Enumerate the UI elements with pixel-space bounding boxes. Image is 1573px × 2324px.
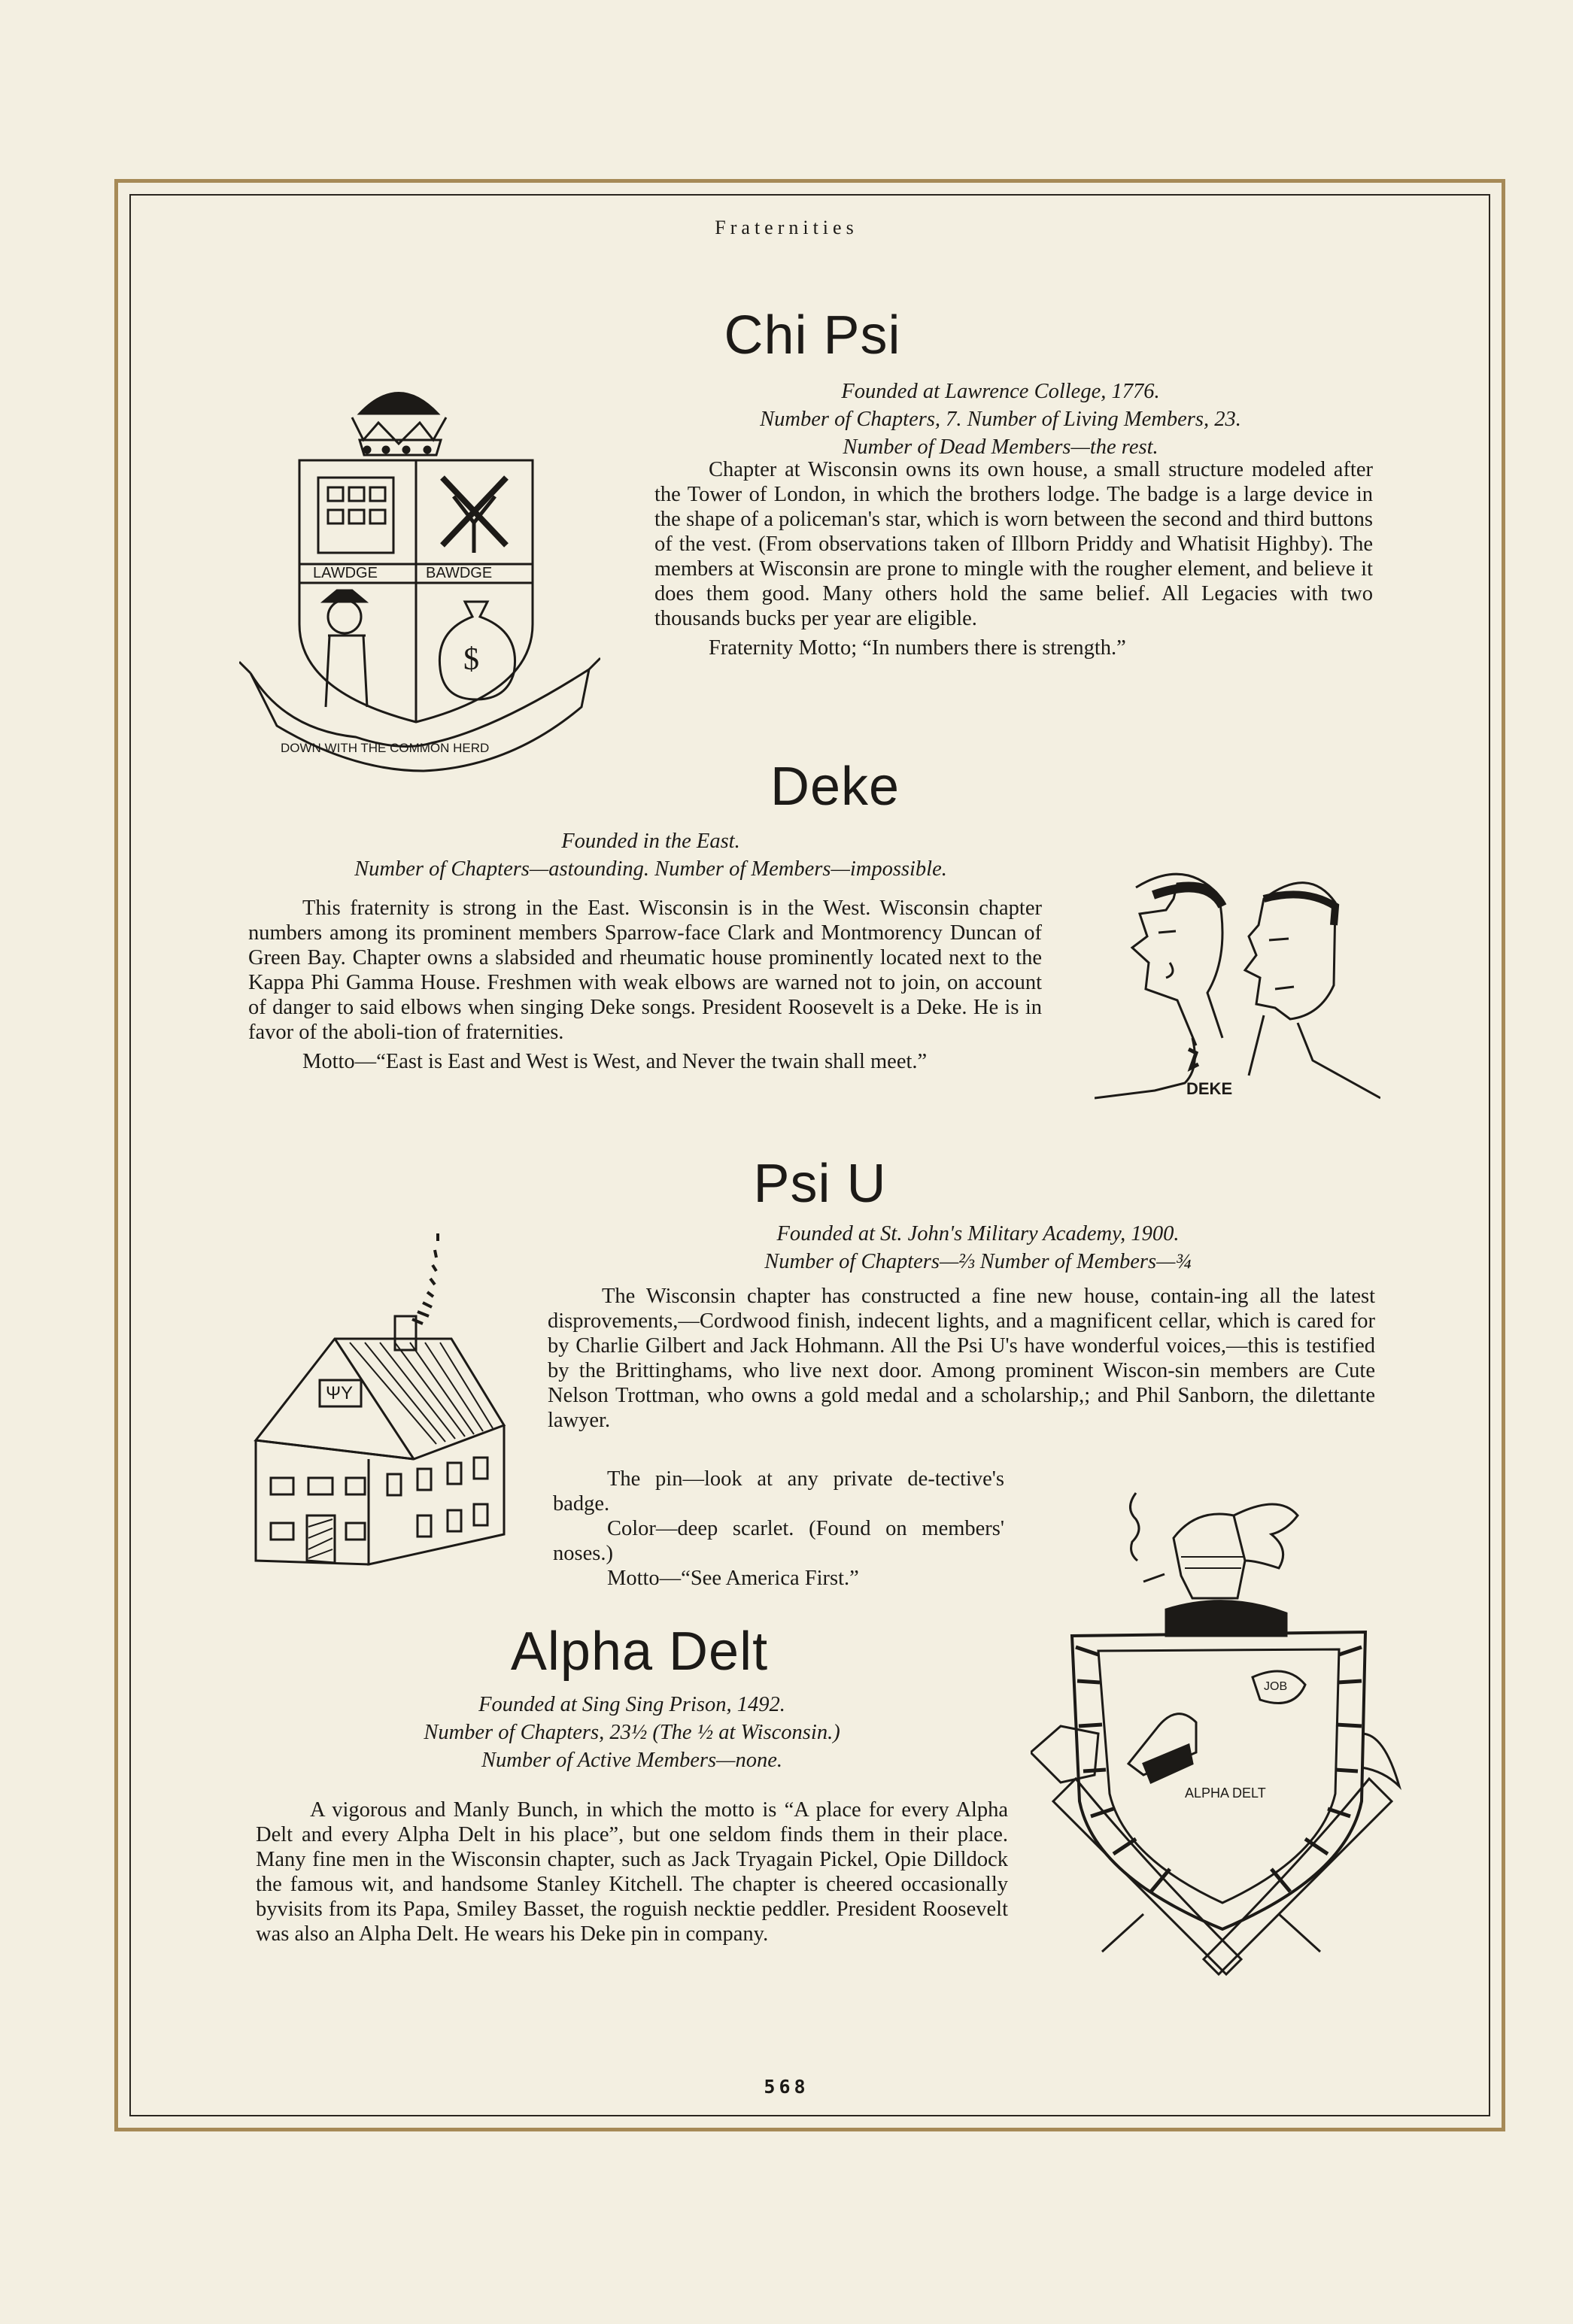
deke-founded: Founded in the East. — [561, 830, 740, 853]
chi-psi-motto: Fraternity Motto; “In numbers there is strength.” — [709, 636, 1126, 660]
chi-psi-dead-members: Number of Dead Members—the rest. — [843, 435, 1158, 459]
deke-body — [248, 896, 1042, 1074]
psi-u-body — [548, 1284, 1375, 1433]
psi-u-text: The Wisconsin chapter has constructed a fine new house, contain-ing all the latest disprovements,—Cordwood finish, indecent lights, and a magnificent cellar, which is cared for by Charlie Gilbert and Jack Hohmann. All the Psi U's have wonderful voices,—this is testified by the Brittinghams, who live next door. Among prominent Wiscon-sin members are Cute Nelson Trottman, who owns a gold medal and a scholarship,; and Phil Sanborn, the dilettante lawyer. — [548, 1285, 1375, 1432]
deke-title: Deke — [770, 757, 900, 817]
deke-motto: Motto—“East is East and West is West, and Never the twain shall meet.” — [302, 1050, 928, 1073]
chi-psi-meta — [617, 378, 1384, 461]
alpha-delt-meta — [286, 1691, 978, 1774]
psi-u-motto: Motto—“See America First.” — [607, 1567, 859, 1590]
chi-psi-crest-illustration — [239, 376, 600, 775]
running-head: Fraternities — [715, 217, 858, 238]
deke-chapters: Number of Chapters—astounding. Number of Members—impossible. — [354, 857, 947, 881]
psi-u-house-illustration — [248, 1218, 519, 1579]
crest-label-left: LAWDGE — [313, 565, 378, 581]
chi-psi-title: Chi Psi — [724, 305, 901, 366]
chi-psi-body — [654, 457, 1373, 660]
svg-text:$: $ — [463, 642, 479, 677]
alpha-delt-founded: Founded at Sing Sing Prison, 1492. — [478, 1693, 785, 1716]
chi-psi-chapters: Number of Chapters, 7. Number of Living Members, 23. — [760, 408, 1241, 431]
chi-psi-text: Chapter at Wisconsin owns its own house, a small structure modeled after the Tower of London, in which the brothers lodge. The badge is a large device in the shape of a policeman's star, which is worn between the second and third buttons of the vest. (From observations taken of Illborn Priddy and Whatisit Highby). The members at Wisconsin are prone to mingle with the rougher element, and believe it does them good. Many others hold the same belief. All Legacies with two thousands bucks per year are eligible. — [654, 458, 1373, 630]
psi-u-founded: Founded at St. John's Military Academy, 1900. — [776, 1222, 1180, 1245]
alpha-delt-body — [256, 1798, 1008, 1946]
crest-ribbon-motto: DOWN WITH THE COMMON HERD — [281, 741, 490, 755]
alpha-delt-shield-illustration — [1031, 1485, 1407, 1997]
alpha-delt-active: Number of Active Members—none. — [481, 1749, 782, 1772]
alpha-delt-text: A vigorous and Manly Bunch, in which the motto is “A place for every Alpha Delt and every Alpha Delt in his place”, but one seldom finds them in their place. Many fine men in the Wisconsin chapter, such as Jack Tryagain Pickel, Opie Dilldock the famous wit, and handsome Stanley Kitchell. The chapter is cheered occasionally byvisits from its Papa, Smiley Basset, the roguish necktie peddler. President Roosevelt was also an Alpha Delt. He wears his Deke pin in company. — [256, 1798, 1008, 1946]
psi-u-color: Color—deep scarlet. (Found on members' noses.) — [553, 1517, 1004, 1565]
deke-text: This fraternity is strong in the East. Wisconsin is in the West. Wisconsin chapter numbers among its prominent members Sparrow-face Clark and Montmorency Duncan of Green Bay. Chapter owns a slabsided and rheumatic house prominently located next to the Kappa Phi Gamma House. Freshmen with weak elbows are warned not to join, on account of danger to said elbows when singing Deke songs. President Roosevelt is a Deke. He is in favor of the aboli-tion of fraternities. — [248, 897, 1042, 1044]
psi-u-extras — [553, 1467, 1004, 1591]
psi-u-title: Psi U — [753, 1154, 887, 1214]
alpha-delt-title: Alpha Delt — [510, 1622, 769, 1682]
psi-u-pin: The pin—look at any private de-tective's badge. — [553, 1467, 1004, 1515]
alpha-delt-shield-label: ALPHA DELT — [1185, 1785, 1266, 1801]
psi-u-meta — [632, 1220, 1324, 1276]
alpha-delt-chapters: Number of Chapters, 23½ (The ½ at Wisconsin.) — [424, 1721, 840, 1744]
psi-u-chapters: Number of Chapters—⅔ Number of Members—¾ — [764, 1250, 1192, 1273]
deke-caption: DEKE — [1186, 1079, 1233, 1098]
crest-label-right: BAWDGE — [426, 565, 493, 581]
psi-u-house-sign: ΨΥ — [326, 1383, 354, 1403]
page-number: 568 — [764, 2076, 809, 2098]
deke-caricature-illustration — [1095, 865, 1380, 1106]
chi-psi-founded: Founded at Lawrence College, 1776. — [841, 380, 1160, 403]
alpha-delt-tag-label: JOB — [1264, 1680, 1288, 1693]
deke-meta — [244, 827, 1057, 883]
